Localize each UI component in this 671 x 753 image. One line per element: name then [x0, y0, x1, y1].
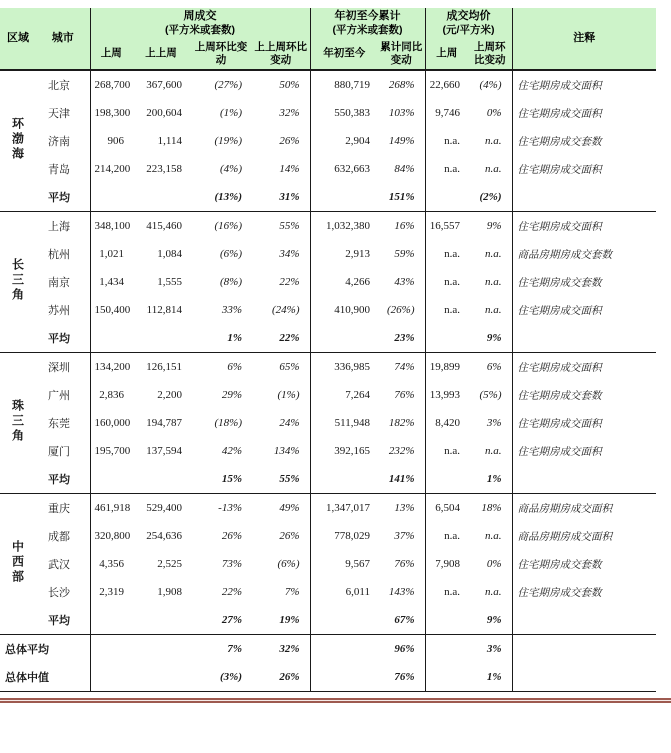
value-cell: 1,347,017 — [310, 494, 378, 523]
value-cell: 1,434 — [90, 268, 132, 296]
percent-cell: 50% — [252, 70, 310, 99]
percent-cell: n.a. — [485, 445, 502, 458]
value-cell — [310, 635, 378, 664]
note-cell: 住宅期房成交面积 — [512, 296, 656, 324]
region-label: 中西部 — [10, 540, 25, 586]
region-average-row — [0, 606, 656, 635]
column-header-last-week: 上周 — [90, 39, 132, 70]
percent-cell: n.a. — [485, 135, 502, 148]
percent-cell: 3% — [468, 635, 512, 664]
value-cell: 632,663 — [310, 155, 378, 183]
value-cell — [132, 324, 190, 353]
percent-cell: 34% — [279, 248, 300, 261]
percent-cell: 74% — [378, 353, 425, 382]
percent-cell: 29% — [221, 389, 242, 402]
percent-cell: 55% — [279, 473, 300, 486]
percent-cell: (6%) — [220, 248, 242, 261]
note-cell: 住宅期房成交套数 — [512, 127, 656, 155]
city-data-row — [0, 296, 656, 324]
percent-cell: 27% — [221, 614, 242, 627]
region-label: 长三角 — [10, 258, 25, 304]
percent-cell: 31% — [279, 191, 300, 204]
percent-cell: 6% — [468, 353, 512, 382]
region-average-row — [0, 465, 656, 494]
percent-cell: 3% — [486, 417, 502, 430]
city-cell: 苏州 — [48, 305, 70, 318]
region-cell — [0, 353, 36, 494]
percent-cell: 7% — [284, 586, 300, 599]
note-cell: 住宅期房成交面积 — [512, 437, 656, 465]
value-cell: n.a. — [425, 268, 468, 296]
percent-cell: n.a. — [485, 248, 502, 261]
city-cell: 北京 — [36, 70, 90, 99]
value-cell: 16,557 — [425, 212, 468, 241]
note-cell: 住宅期房成交面积 — [512, 353, 656, 382]
percent-cell: 103% — [388, 107, 415, 120]
city-cell: 重庆 — [36, 494, 90, 523]
value-cell — [90, 465, 132, 494]
value-cell: 1,021 — [90, 240, 132, 268]
value-cell — [425, 606, 468, 635]
column-header-notes: 注释 — [512, 8, 656, 70]
table-body — [0, 70, 656, 692]
value-cell: 7,908 — [425, 550, 468, 578]
city-cell: 天津 — [48, 108, 70, 121]
percent-cell: (1%) — [220, 107, 242, 120]
percent-cell: 9% — [486, 332, 502, 345]
value-cell: 2,904 — [310, 127, 378, 155]
value-cell — [425, 183, 468, 212]
value-cell — [90, 663, 132, 692]
city-data-row — [0, 381, 656, 409]
percent-cell: 15% — [221, 473, 242, 486]
percent-cell: 22% — [221, 586, 242, 599]
region-average-row — [0, 324, 656, 353]
value-cell: 200,604 — [146, 107, 182, 120]
percent-cell: (18%) — [214, 417, 242, 430]
note-cell: 住宅期房成交面积 — [512, 409, 656, 437]
percent-cell: 26% — [252, 663, 310, 692]
value-cell: 410,900 — [310, 296, 378, 324]
total-label-cell: 总体平均 — [0, 635, 90, 664]
note-cell: 住宅期房成交面积 — [512, 99, 656, 127]
percent-cell: 268% — [378, 70, 425, 99]
group-title: 年初至今累计 — [334, 10, 401, 22]
percent-cell: 16% — [378, 212, 425, 241]
city-cell: 上海 — [36, 212, 90, 241]
note-cell: 住宅期房成交面积 — [512, 155, 656, 183]
city-cell: 青岛 — [48, 164, 70, 177]
percent-cell: (2%) — [479, 191, 502, 204]
percent-cell: 141% — [388, 473, 415, 486]
region-average-row — [0, 183, 656, 212]
value-cell: 1,114 — [157, 135, 182, 148]
city-data-row — [0, 70, 656, 99]
column-header-week-before-last: 上上周 — [132, 39, 190, 70]
value-cell: 1,032,380 — [310, 212, 378, 241]
percent-cell: 73% — [221, 558, 242, 571]
value-cell — [132, 635, 190, 664]
percent-cell: 9% — [468, 212, 512, 241]
city-cell: 济南 — [48, 136, 70, 149]
value-cell: 112,814 — [146, 304, 182, 317]
percent-cell: 7% — [190, 635, 252, 664]
percent-cell: (27%) — [190, 70, 252, 99]
value-cell: 198,300 — [90, 99, 132, 127]
value-cell — [90, 606, 132, 635]
percent-cell: 19% — [279, 614, 300, 627]
city-cell: 平均 — [48, 333, 70, 346]
city-cell: 武汉 — [48, 559, 70, 572]
overall-average-row — [0, 635, 656, 664]
value-cell: 320,800 — [90, 522, 132, 550]
value-cell — [425, 465, 468, 494]
column-header-price-last-week: 上周 — [425, 39, 468, 70]
value-cell: n.a. — [425, 155, 468, 183]
column-header-city: 城市 — [36, 8, 90, 70]
note-cell: 商品房期房成交面积 — [512, 522, 656, 550]
percent-cell: 1% — [468, 663, 512, 692]
value-cell: 511,948 — [310, 409, 378, 437]
note-cell: 住宅期房成交套数 — [512, 550, 656, 578]
city-data-row — [0, 409, 656, 437]
percent-cell: 23% — [394, 332, 415, 345]
value-cell: 778,029 — [310, 522, 378, 550]
value-cell — [132, 606, 190, 635]
city-cell: 广州 — [48, 390, 70, 403]
percent-cell: (3%) — [190, 663, 252, 692]
overall-median-row — [0, 663, 656, 692]
city-cell: 东莞 — [48, 418, 70, 431]
percent-cell: 22% — [279, 276, 300, 289]
value-cell: 348,100 — [90, 212, 132, 241]
note-cell — [512, 324, 656, 353]
percent-cell: (8%) — [220, 276, 242, 289]
column-group-average-price — [425, 8, 512, 39]
value-cell: 223,158 — [146, 163, 182, 176]
percent-cell: (5%) — [479, 389, 502, 402]
value-cell: 392,165 — [310, 437, 378, 465]
value-cell: n.a. — [425, 522, 468, 550]
percent-cell: (4%) — [468, 70, 512, 99]
value-cell — [90, 635, 132, 664]
percent-cell: 18% — [468, 494, 512, 523]
value-cell — [132, 183, 190, 212]
percent-cell: 143% — [388, 586, 415, 599]
value-cell: 8,420 — [425, 409, 468, 437]
city-data-row — [0, 240, 656, 268]
percent-cell: 134% — [273, 445, 300, 458]
city-cell: 杭州 — [48, 249, 70, 262]
percent-cell: n.a. — [485, 530, 502, 543]
value-cell: 550,383 — [310, 99, 378, 127]
value-cell: 415,460 — [132, 212, 190, 241]
group-subtitle: (平方米或套数) — [332, 23, 403, 36]
table-header — [0, 8, 656, 70]
percent-cell: 151% — [388, 191, 415, 204]
value-cell: 4,356 — [90, 550, 132, 578]
value-cell: 6,011 — [310, 578, 378, 606]
value-cell: 194,787 — [146, 417, 182, 430]
percent-cell: n.a. — [485, 304, 502, 317]
percent-cell: 43% — [394, 276, 415, 289]
city-cell: 深圳 — [36, 353, 90, 382]
percent-cell: (26%) — [387, 304, 415, 317]
value-cell — [425, 324, 468, 353]
note-cell: 住宅期房成交套数 — [512, 268, 656, 296]
value-cell: 13,993 — [425, 381, 468, 409]
percent-cell: 76% — [378, 663, 425, 692]
value-cell: 150,400 — [90, 296, 132, 324]
value-cell: 195,700 — [90, 437, 132, 465]
value-cell: 461,918 — [90, 494, 132, 523]
city-cell: 成都 — [48, 531, 70, 544]
percent-cell: n.a. — [485, 586, 502, 599]
value-cell: n.a. — [425, 127, 468, 155]
percent-cell: (1%) — [277, 389, 300, 402]
value-cell: 2,525 — [157, 558, 182, 571]
percent-cell: 32% — [252, 635, 310, 664]
value-cell: 254,636 — [146, 530, 182, 543]
percent-cell: (16%) — [190, 212, 252, 241]
percent-cell: (4%) — [220, 163, 242, 176]
column-header-last-week-wow-change: 上周环比变动 — [190, 39, 252, 70]
percent-cell: 24% — [279, 417, 300, 430]
region-label: 珠三角 — [10, 399, 25, 445]
value-cell: 1,084 — [157, 248, 182, 261]
percent-cell: 67% — [394, 614, 415, 627]
value-cell — [310, 183, 378, 212]
value-cell: n.a. — [425, 437, 468, 465]
group-subtitle: (元/平方米) — [442, 23, 495, 36]
city-cell: 平均 — [48, 615, 70, 628]
percent-cell: n.a. — [485, 163, 502, 176]
percent-cell: 1% — [486, 473, 502, 486]
city-data-row — [0, 155, 656, 183]
percent-cell: -13% — [190, 494, 252, 523]
value-cell: 126,151 — [132, 353, 190, 382]
note-cell: 住宅期房成交套数 — [512, 381, 656, 409]
value-cell: 336,985 — [310, 353, 378, 382]
city-data-row — [0, 353, 656, 382]
value-cell — [310, 324, 378, 353]
percent-cell: 76% — [394, 389, 415, 402]
value-cell: 137,594 — [146, 445, 182, 458]
value-cell: 880,719 — [310, 70, 378, 99]
note-cell — [512, 635, 656, 664]
value-cell: 2,913 — [310, 240, 378, 268]
value-cell — [90, 183, 132, 212]
group-subtitle: (平方米或套数) — [165, 23, 235, 36]
column-group-ytd-cumulative — [310, 8, 425, 39]
note-cell: 商品房期房成交套数 — [512, 240, 656, 268]
note-cell — [512, 606, 656, 635]
percent-cell: 33% — [221, 304, 242, 317]
note-cell: 住宅期房成交套数 — [512, 578, 656, 606]
note-cell — [512, 465, 656, 494]
value-cell: 134,200 — [90, 353, 132, 382]
city-data-row — [0, 127, 656, 155]
percent-cell: 6% — [190, 353, 252, 382]
percent-cell: 49% — [252, 494, 310, 523]
value-cell — [425, 663, 468, 692]
percent-cell: 42% — [221, 445, 242, 458]
note-cell — [512, 183, 656, 212]
percent-cell: 182% — [388, 417, 415, 430]
value-cell: 22,660 — [425, 70, 468, 99]
percent-cell: 0% — [486, 107, 502, 120]
city-cell: 厦门 — [48, 446, 70, 459]
percent-cell: (24%) — [272, 304, 300, 317]
region-cell — [0, 494, 36, 635]
city-data-row — [0, 437, 656, 465]
percent-cell: 26% — [279, 135, 300, 148]
value-cell: 4,266 — [310, 268, 378, 296]
note-cell: 住宅期房成交面积 — [512, 212, 656, 241]
value-cell: 906 — [90, 127, 132, 155]
value-cell: 367,600 — [132, 70, 190, 99]
city-data-row — [0, 578, 656, 606]
percent-cell: 26% — [279, 530, 300, 543]
percent-cell: n.a. — [485, 276, 502, 289]
city-cell: 平均 — [48, 474, 70, 487]
column-header-week-before-wow-change: 上上周环比变动 — [252, 39, 310, 70]
value-cell: 268,700 — [90, 70, 132, 99]
column-header-price-wow-change: 上周环比变动 — [468, 39, 512, 70]
value-cell: 9,567 — [310, 550, 378, 578]
column-group-weekly-transactions — [90, 8, 310, 39]
note-cell — [512, 663, 656, 692]
value-cell: 1,555 — [157, 276, 182, 289]
value-cell: 9,746 — [425, 99, 468, 127]
percent-cell: 14% — [279, 163, 300, 176]
region-cell — [0, 70, 36, 212]
value-cell — [310, 663, 378, 692]
value-cell — [310, 465, 378, 494]
bottom-border-line — [0, 698, 671, 703]
percent-cell: (19%) — [214, 135, 242, 148]
percent-cell: (13%) — [214, 191, 242, 204]
column-header-cumulative-yoy-change: 累计同比变动 — [378, 39, 425, 70]
value-cell: 6,504 — [425, 494, 468, 523]
city-data-row — [0, 268, 656, 296]
percent-cell: (6%) — [277, 558, 300, 571]
value-cell: 19,899 — [425, 353, 468, 382]
value-cell: 2,200 — [157, 389, 182, 402]
percent-cell: 59% — [394, 248, 415, 261]
percent-cell: 149% — [388, 135, 415, 148]
column-header-ytd: 年初至今 — [310, 39, 378, 70]
percent-cell: 55% — [252, 212, 310, 241]
note-cell: 住宅期房成交面积 — [512, 70, 656, 99]
value-cell: 2,319 — [90, 578, 132, 606]
region-label: 环渤海 — [10, 117, 25, 163]
percent-cell: 0% — [486, 558, 502, 571]
city-data-row — [0, 494, 656, 523]
note-cell: 商品房期房成交面积 — [512, 494, 656, 523]
city-cell: 平均 — [48, 192, 70, 205]
percent-cell: 65% — [252, 353, 310, 382]
value-cell: 2,836 — [90, 381, 132, 409]
group-title: 成交均价 — [446, 10, 491, 22]
percent-cell: 22% — [279, 332, 300, 345]
group-title: 周成交 — [183, 10, 217, 22]
value-cell: 160,000 — [90, 409, 132, 437]
city-cell: 南京 — [48, 277, 70, 290]
value-cell: 529,400 — [132, 494, 190, 523]
value-cell — [90, 324, 132, 353]
city-data-row — [0, 522, 656, 550]
city-data-row — [0, 550, 656, 578]
value-cell: 214,200 — [90, 155, 132, 183]
city-data-row — [0, 99, 656, 127]
percent-cell: 37% — [394, 530, 415, 543]
value-cell — [310, 606, 378, 635]
value-cell — [425, 635, 468, 664]
percent-cell: 84% — [394, 163, 415, 176]
value-cell — [132, 465, 190, 494]
percent-cell: 13% — [378, 494, 425, 523]
value-cell: n.a. — [425, 578, 468, 606]
percent-cell: 96% — [378, 635, 425, 664]
value-cell: n.a. — [425, 240, 468, 268]
percent-cell: 26% — [221, 530, 242, 543]
percent-cell: 76% — [394, 558, 415, 571]
value-cell: 1,908 — [157, 586, 182, 599]
city-cell: 长沙 — [48, 587, 70, 600]
percent-cell: 9% — [486, 614, 502, 627]
percent-cell: 232% — [388, 445, 415, 458]
region-cell — [0, 212, 36, 353]
percent-cell: 32% — [279, 107, 300, 120]
total-label-cell: 总体中值 — [0, 663, 90, 692]
value-cell: 7,264 — [310, 381, 378, 409]
value-cell: n.a. — [425, 296, 468, 324]
percent-cell: 1% — [227, 332, 242, 345]
column-header-region: 区域 — [0, 8, 36, 70]
transactions-table — [0, 8, 656, 692]
city-data-row — [0, 212, 656, 241]
value-cell — [132, 663, 190, 692]
